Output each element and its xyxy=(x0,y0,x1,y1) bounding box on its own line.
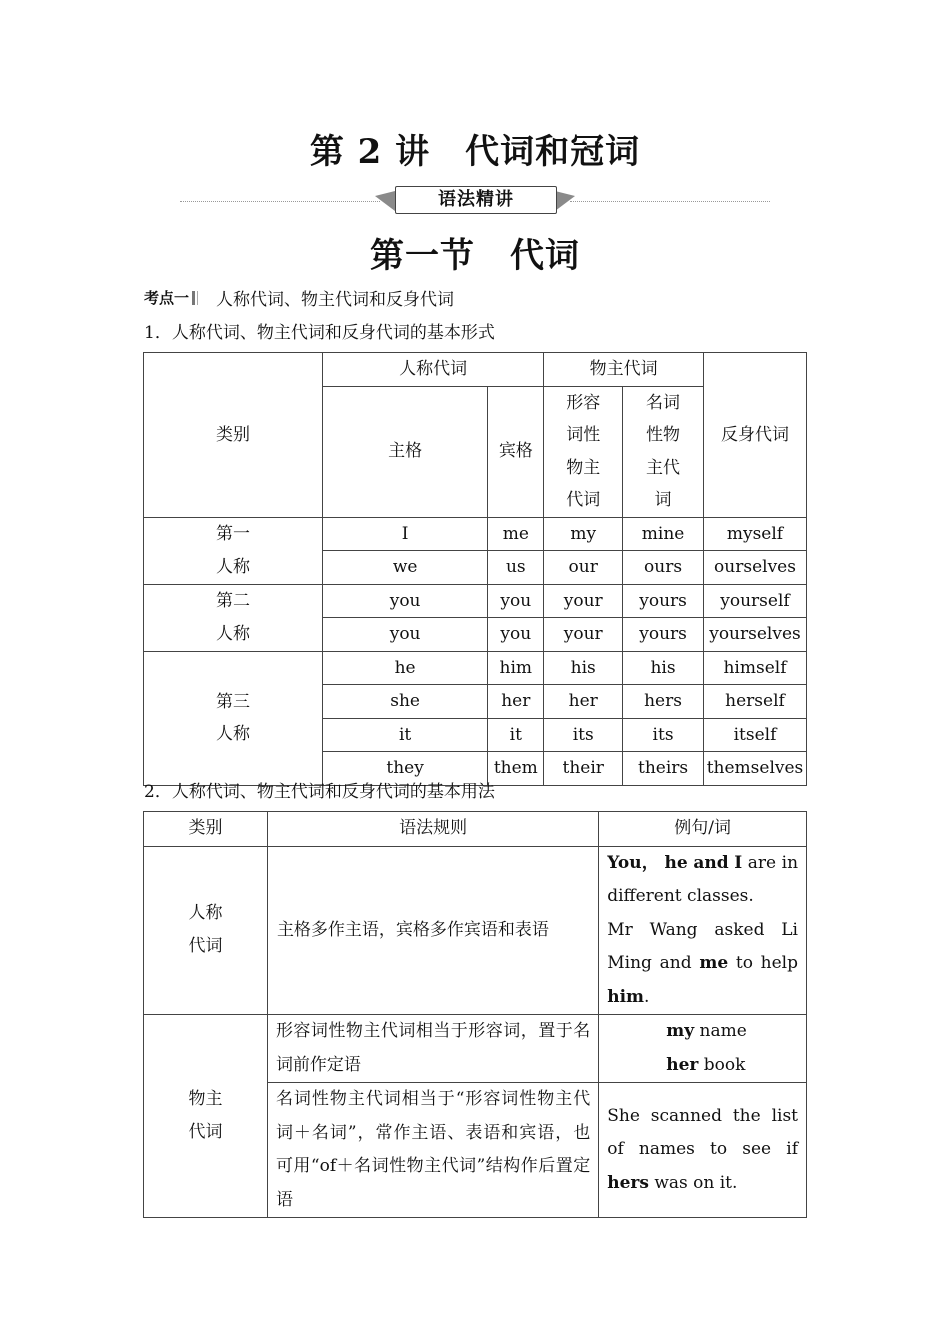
cell: mine xyxy=(623,517,704,551)
usage-example-noun-possessive: She scanned the list of names to see if hers was on it. xyxy=(599,1083,807,1218)
usage-table xyxy=(143,811,807,1218)
cell: you xyxy=(488,618,544,652)
example-sentence-2: Mr Wang asked Li Ming and me to help him. xyxy=(607,919,798,1007)
key-point-tag: 考点一 xyxy=(144,289,190,307)
header-possessive: 物主代词 xyxy=(544,353,704,387)
cell: himself xyxy=(703,651,806,685)
banner-divider-left xyxy=(180,201,380,202)
example-sentence-1: You， he and I are in different classes. xyxy=(607,852,799,906)
header-subject: 主格 xyxy=(322,386,487,517)
cell: your xyxy=(544,584,623,618)
cell: her xyxy=(488,685,544,719)
cell: its xyxy=(544,718,623,752)
cell: it xyxy=(488,718,544,752)
cell: our xyxy=(544,551,623,585)
usage-rule-adj-possessive: 形容词性物主代词相当于形容词，置于名词前作定语 xyxy=(267,1015,598,1083)
tag-bar-icon xyxy=(192,291,195,305)
cell: yours xyxy=(623,618,704,652)
section-title: 第一节 代词 xyxy=(370,236,580,276)
group-label-second: 第二人称 xyxy=(144,584,323,651)
cell: I xyxy=(322,517,487,551)
header-noun-possessive: 名词性物主代词 xyxy=(623,386,704,517)
cell: you xyxy=(322,618,487,652)
cell: hers xyxy=(623,685,704,719)
cell: he xyxy=(322,651,487,685)
cell: them xyxy=(488,752,544,786)
cell: myself xyxy=(703,517,806,551)
usage-example-personal xyxy=(599,846,807,1015)
header-personal: 人称代词 xyxy=(322,353,543,387)
cell: itself xyxy=(703,718,806,752)
usage-rule-personal: 主格多作主语，宾格多作宾语和表语 xyxy=(267,846,598,1015)
cell: theirs xyxy=(623,752,704,786)
cell: yours xyxy=(623,584,704,618)
header-category: 类别 xyxy=(144,353,323,518)
cell: his xyxy=(544,651,623,685)
usage-header-category: 类别 xyxy=(144,812,268,847)
group-label-first: 第一人称 xyxy=(144,517,323,584)
cell: him xyxy=(488,651,544,685)
usage-rule-noun-possessive: 名词性物主代词相当于“形容词性物主代词＋名词”，常作主语、表语和宾语，也可用“of＋名词性物主代词”结构作后置定语 xyxy=(267,1083,598,1218)
key-point-text: 人称代词、物主代词和反身代词 xyxy=(216,290,455,310)
cell: ours xyxy=(623,551,704,585)
cell: his xyxy=(623,651,704,685)
cell: you xyxy=(322,584,487,618)
usage-category-possessive: 物主代词 xyxy=(144,1015,268,1218)
cell: you xyxy=(488,584,544,618)
cell: me xyxy=(488,517,544,551)
example-phrase-her: her book xyxy=(666,1054,746,1075)
section-banner xyxy=(375,186,575,216)
tag-bar-thin-icon xyxy=(197,291,198,305)
cell: yourself xyxy=(703,584,806,618)
cell: their xyxy=(544,752,623,786)
key-point-heading xyxy=(144,285,454,310)
cell: us xyxy=(488,551,544,585)
cell: it xyxy=(322,718,487,752)
cell: your xyxy=(544,618,623,652)
group-label-third: 第三人称 xyxy=(144,651,323,785)
cell: her xyxy=(544,685,623,719)
page-title: 第 2 讲 代词和冠词 xyxy=(309,132,641,172)
heading-basic-usage: 2．人称代词、物主代词和反身代词的基本用法 xyxy=(144,782,495,802)
usage-header-rule: 语法规则 xyxy=(267,812,598,847)
example-phrase-my: my name xyxy=(666,1021,747,1041)
cell: ourselves xyxy=(703,551,806,585)
header-object: 宾格 xyxy=(488,386,544,517)
usage-category-personal: 人称代词 xyxy=(144,846,268,1015)
cell: we xyxy=(322,551,487,585)
cell: my xyxy=(544,517,623,551)
cell: its xyxy=(623,718,704,752)
banner-label: 语法精讲 xyxy=(395,186,557,214)
banner-divider-right xyxy=(570,201,770,202)
cell: themselves xyxy=(703,752,806,786)
header-reflexive: 反身代词 xyxy=(703,353,806,518)
cell: they xyxy=(322,752,487,786)
usage-header-example: 例句/词 xyxy=(599,812,807,847)
cell: she xyxy=(322,685,487,719)
header-adj-possessive: 形容词性物主代词 xyxy=(544,386,623,517)
usage-example-adj-possessive xyxy=(599,1015,807,1083)
cell: herself xyxy=(703,685,806,719)
forms-table xyxy=(143,352,807,786)
cell: yourselves xyxy=(703,618,806,652)
heading-basic-forms: 1．人称代词、物主代词和反身代词的基本形式 xyxy=(144,323,495,343)
